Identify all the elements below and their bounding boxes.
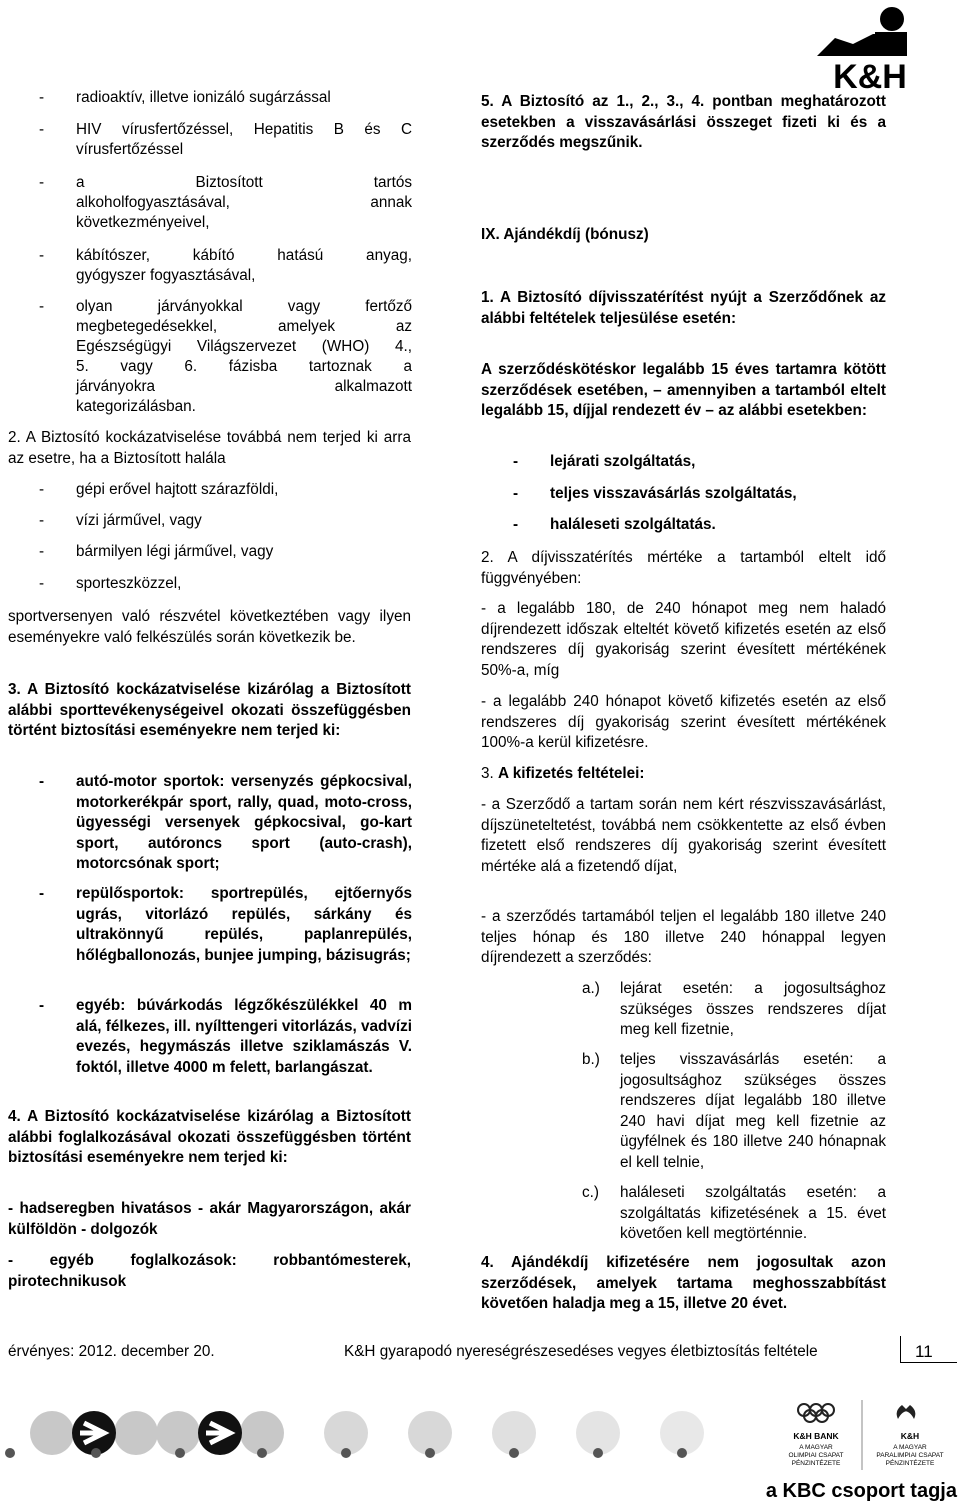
paragraph-1b: A szerződéskötéskor legalább 15 éves tartamra kötött szerződések esetében, – amennyiben a tartamból eltelt legalább 15, díjjal rendezett év – az alábbi esetekben: [481, 361, 886, 419]
list-item: - lejárati szolgáltatás, [513, 453, 696, 470]
list-item-cont: járványokra alkalmazott [76, 378, 412, 395]
kh-bank-label: K&H BANK [793, 1431, 839, 1441]
list-item: - haláleseti szolgáltatás. [513, 516, 716, 533]
footer-title: K&H gyarapodó nyereségrészesedéses vegyes életbiztosítás feltétele [344, 1343, 818, 1360]
sub-item-a: a.) lejárat esetén: a jogosultsághoz szükséges összes rendszeres díjat meg kell fizetnie, [582, 980, 886, 1038]
footer-valid: érvényes: 2012. december 20. [8, 1343, 215, 1360]
kh-label: K&H [900, 1431, 920, 1441]
list-item-cont: megbetegedésekkel, amelyek az [76, 318, 412, 335]
paragraph-5: 5. A Biztosító az 1., 2., 3., 4. pontban meghatározott esetekben a visszavásárlási összeget fizeti ki és a szerződés megszűnik. [481, 93, 886, 151]
paragraph-3b: - a szerződés tartamából teljen el legalább 180 illetve 240 teljes hónap és 180 illetve 240 hónappal legyen díjrendezett a szerződés: [481, 908, 886, 966]
list-item: - bármilyen légi járművel, vagy [39, 543, 274, 560]
kbc-tagline: a KBC csoport tagja [765, 1480, 957, 1502]
list-item-cont: alkoholfogyasztásával, annak [76, 194, 412, 211]
paragraph-4-item: - egyéb foglalkozások: robbantómesterek, pirotechnikusok [8, 1252, 411, 1290]
list-item: - olyan járványokkal vagy fertőző [39, 298, 412, 315]
paralimpiai-label: A MAGYAR PARALIMPIAI CSAPAT PÉNZINTÉZETE [876, 1444, 944, 1467]
sub-item-b: b.) teljes visszavásárlás esetén: a jogosultsághoz szükséges összes rendszeres díjat legalább 180 illetve 240 havi díjat meg kell fizetnie az ügyfélnek és 180 illetve 240 hónapnak el kell telnie, [582, 1051, 886, 1171]
arrow-right-icon [72, 1411, 116, 1455]
list-item: - radioaktív, illetve ionizáló sugárzással [39, 89, 331, 106]
paragraph-4-item: - hadseregben hivatásos - akár Magyarországon, akár külföldön - dolgozók [8, 1200, 411, 1238]
list-item: - egyéb: búvárkodás légzőkészülékkel 40 m alá, félkezes, ill. nyílttengeri vitorlázás, vadvízi evezés, hegymászás illetve sziklamászás V. foktól, illetve 4000 m felett, barlangászat. [39, 997, 412, 1076]
paragraph-3: 3. A Biztosító kockázatviselése kizárólag a Biztosított alábbi sporttevékenységeivel okozati összefüggésben történt biztosítási eseményekre nem terjed ki: [8, 681, 411, 739]
olympic-rings-icon [798, 1404, 834, 1422]
list-item: - gépi erővel hajtott szárazföldi, [39, 481, 279, 498]
paragraph-2: 2. A díjvisszatérítés mértéke a tartamból eltelt idő függvényében: [481, 549, 886, 587]
list-item: - repülősportok: sportrepülés, ejtőernyős ugrás, vitorlázó repülés, sárkány és ultrakönnyű repülés, paplanrepülés, hőlégballonozás, bunjee jumping, bázisugrás; [39, 885, 412, 964]
olimpiai-label: A MAGYAR OLIMPIAI CSAPAT PÉNZINTÉZETE [788, 1444, 844, 1467]
logo-text: K&H [833, 58, 907, 90]
list-item: - sporteszközzel, [39, 575, 182, 592]
section-heading: IX. Ajándékdíj (bónusz) [481, 226, 649, 243]
list-item: - teljes visszavásárlás szolgáltatás, [513, 485, 797, 502]
sub-item-c: c.) haláleseti szolgáltatás esetén: a szolgáltatás kifizetésének a 15. évet követően kell megtörténnie. [582, 1184, 886, 1242]
arrow-right-icon [198, 1411, 242, 1455]
list-item-cont: gyógyszer fogyasztásával, [76, 267, 256, 284]
paragraph-4: 4. Ajándékdíj kifizetésére nem jogosultak azon szerződések, amelyek tartama meghosszabbítást követően haladja meg a 15, illetve 20 évet. [481, 1254, 886, 1312]
page-number-box [900, 1336, 957, 1363]
paragraph-1: 1. A Biztosító díjvisszatérítést nyújt a Szerződőnek az alábbi feltételek teljesülése esetén: [481, 289, 886, 327]
paragraph-3a: - a Szerződő a tartam során nem kért részvisszavásárlást, díjszüneteltetést, továbbá nem csökkentette az első évben fizetett első rendszeres díj gyakoriság szerint évesített mértéke alá a fizetendő díjat, [481, 796, 886, 875]
paragraph-3-heading: 3. A kifizetés feltételei: [481, 765, 645, 782]
list-item-cont: Egészségügyi Világszervezet (WHO) 4., [76, 338, 412, 355]
list-item: - autó-motor sportok: versenyzés gépkocsival, motorkerékpár sport, rally, quad, moto-cross, ügyességi versenyek gépkocsival, go-kart sport, autóroncs sport (auto-crash), motorcsónak sport; [39, 773, 412, 872]
bottom-decoration [0, 1395, 960, 1503]
list-item: - HIV vírusfertőzéssel, Hepatitis B és C [39, 121, 412, 138]
list-item: - vízi járművel, vagy [39, 512, 202, 529]
paralympic-icon [897, 1405, 916, 1419]
paragraph-2-tail: sportversenyen való részvétel következtében vagy ilyen eseményekre való felkészülés során következik be. [8, 608, 411, 646]
paragraph-2b: - a legalább 240 hónapot követő kifizetés esetén az első rendszeres díj gyakoriság szerint évesített mértékének 100%-a kerül kifizetésre. [481, 693, 886, 751]
paragraph-4: 4. A Biztosító kockázatviselése kizárólag a Biztosított alábbi foglalkozásával okozati összefüggésben történt biztosítási eseményekre nem terjed ki: [8, 1108, 411, 1166]
list-item-cont: vírusfertőzéssel [76, 141, 184, 158]
page-number: 11 [915, 1342, 933, 1361]
paragraph-2a: - a legalább 180, de 240 hónapot meg nem haladó díjrendezett időszak elteltét követő kifizetés esetén az első rendszeres díj gyakoriság szerint évesített mértékének 50%-a, míg [481, 600, 886, 679]
arrow-circles-decoration [30, 1411, 704, 1455]
list-item-cont: kategorizálásban. [76, 398, 196, 415]
paragraph-2: 2. A Biztosító kockázatviselése továbbá nem terjed ki arra az esetre, ha a Biztosított halála [8, 429, 411, 467]
kh-logo [815, 4, 925, 90]
list-item: - a Biztosított tartós [39, 174, 412, 191]
list-item-cont: következményeivel, [76, 214, 210, 231]
list-item-cont: 5. vagy 6. fázisba tartoznak a [76, 358, 412, 375]
list-item: - kábítószer, kábító hatású anyag, [39, 247, 412, 264]
